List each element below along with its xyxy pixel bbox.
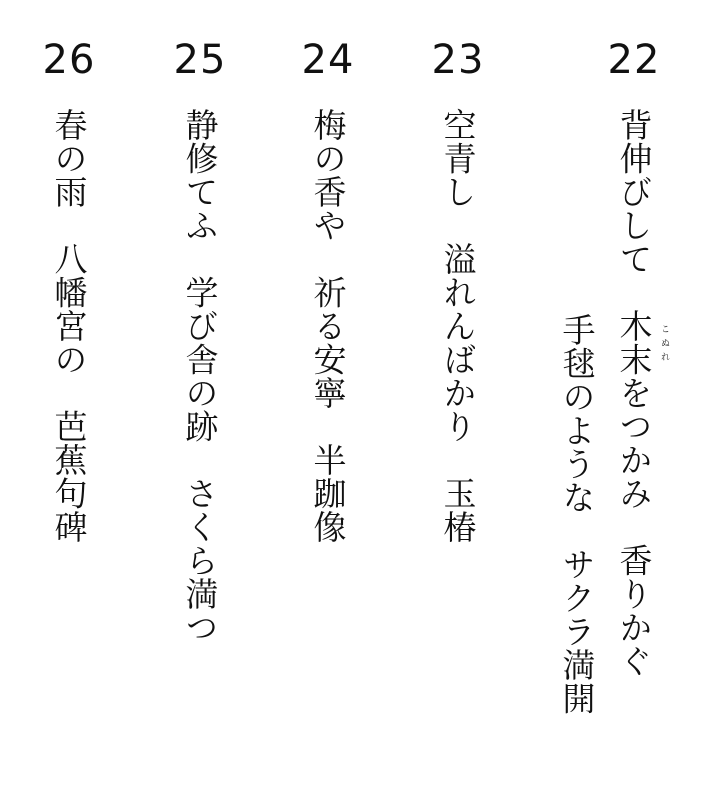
poem-22-line-2: 手毬のような サクラ満開 xyxy=(557,313,597,715)
poem-number-24: 24 xyxy=(301,37,355,83)
poem-number-25: 25 xyxy=(173,37,227,83)
poem-number-26: 26 xyxy=(42,37,96,83)
poem-24-line-1: 梅の香や 祈る安寧 半跏像 xyxy=(308,108,348,544)
poem-22-line-1: 背伸びして 木末をつかみ 香りかぐ xyxy=(614,108,654,678)
poem-25-line-1: 静修てふ 学び舎の跡 さくら満つ xyxy=(180,108,220,644)
poem-26-line-1: 春の雨 八幡宮の 芭蕉句碑 xyxy=(49,108,89,544)
poem-22-ruby: こぬれ xyxy=(659,324,669,366)
poem-number-22: 22 xyxy=(607,37,661,83)
poem-number-23: 23 xyxy=(431,37,485,83)
poem-23-line-1: 空青し 溢れんばかり 玉椿 xyxy=(438,108,478,544)
